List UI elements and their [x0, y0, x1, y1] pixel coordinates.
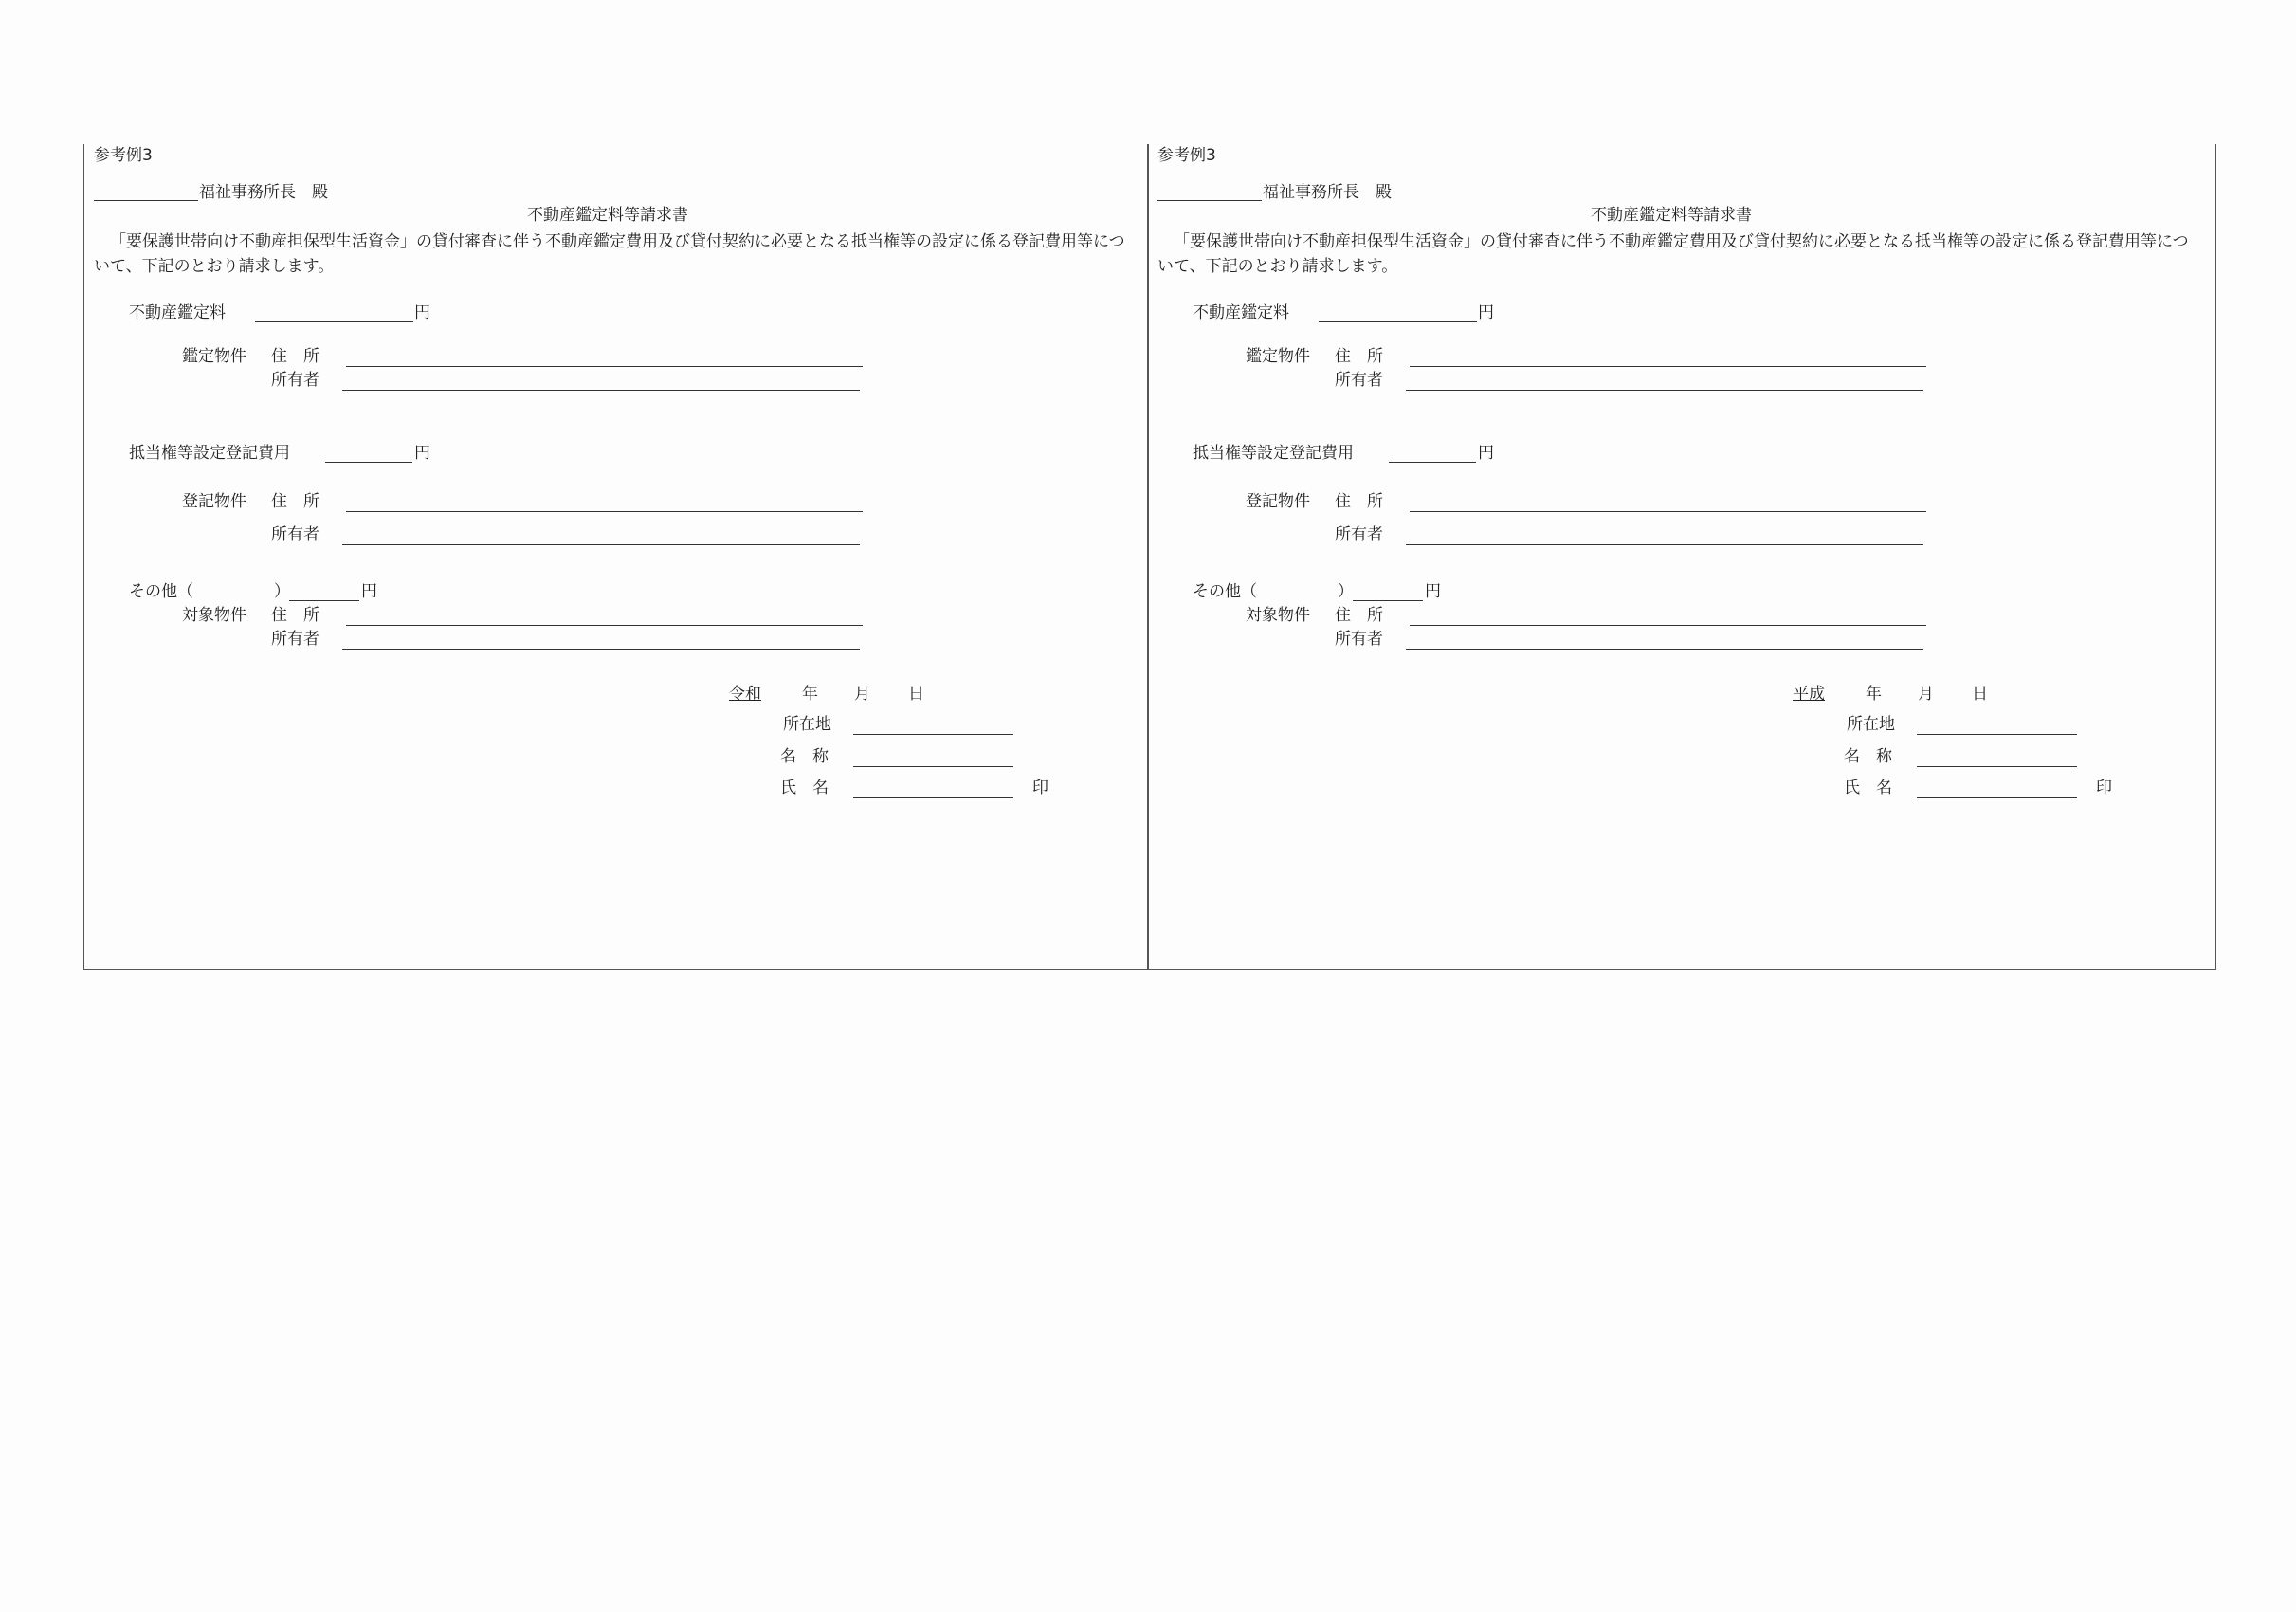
target-address-blank[interactable]	[346, 625, 863, 626]
form-title: 不動産鑑定料等請求書	[527, 206, 688, 225]
appraisal-fee-label: 不動産鑑定料	[129, 303, 226, 322]
other-fee-blank[interactable]	[289, 600, 359, 601]
appraisal-fee-blank[interactable]	[255, 321, 413, 322]
request-form-left	[83, 144, 1147, 969]
date-month: 月	[854, 685, 870, 704]
intro-paragraph: 「要保護世帯向け不動産担保型生活資金」の貸付審査に伴う不動産鑑定費用及び貸付契約に必要となる抵当権等の設定に係る登記費用等について、下記のとおり請求します。	[94, 232, 1125, 276]
appraisal-fee-label: 不動産鑑定料	[1193, 303, 1289, 322]
address-label: 住 所	[1335, 347, 1383, 366]
yen-label: 円	[414, 444, 430, 463]
appraisal-fee-blank[interactable]	[1319, 321, 1477, 322]
registration-property-label: 登記物件	[1246, 492, 1310, 511]
date-era: 令和	[729, 685, 761, 704]
addressee: 福祉事務所長 殿	[1263, 183, 1392, 202]
yen-label: 円	[1478, 444, 1494, 463]
reference-label: 参考例3	[1157, 146, 1216, 165]
appraisal-property-label: 鑑定物件	[182, 347, 246, 366]
owner-label: 所有者	[1335, 630, 1383, 649]
date-day: 日	[1972, 685, 1988, 704]
person-blank[interactable]	[853, 797, 1013, 798]
person-label: 氏 名	[1844, 779, 1892, 797]
yen-label: 円	[414, 303, 430, 322]
appraisal-address-blank[interactable]	[346, 366, 863, 367]
yen-label: 円	[1478, 303, 1494, 322]
date-month: 月	[1918, 685, 1934, 704]
registration-fee-blank[interactable]	[1389, 462, 1476, 463]
owner-label: 所有者	[271, 630, 319, 649]
registration-property-label: 登記物件	[182, 492, 246, 511]
other-label: その他（ ）	[1193, 582, 1354, 601]
name-label: 名 称	[1844, 747, 1892, 766]
location-label: 所在地	[783, 715, 831, 734]
registration-owner-blank[interactable]	[1406, 544, 1923, 545]
target-owner-blank[interactable]	[342, 649, 860, 650]
owner-label: 所有者	[271, 525, 319, 544]
yen-label: 円	[1425, 582, 1441, 601]
other-fee-blank[interactable]	[1353, 600, 1423, 601]
person-blank[interactable]	[1917, 797, 2077, 798]
request-form-right	[1147, 144, 2211, 969]
name-label: 名 称	[780, 747, 829, 766]
date-year: 年	[1866, 685, 1882, 704]
date-day: 日	[908, 685, 924, 704]
address-label: 住 所	[271, 347, 319, 366]
target-property-label: 対象物件	[1246, 606, 1310, 625]
person-label: 氏 名	[780, 779, 829, 797]
name-blank[interactable]	[853, 766, 1013, 767]
address-label: 住 所	[271, 606, 319, 625]
target-owner-blank[interactable]	[1406, 649, 1923, 650]
address-label: 住 所	[271, 492, 319, 511]
office-name-blank[interactable]	[1157, 200, 1262, 201]
yen-label: 円	[361, 582, 377, 601]
address-label: 住 所	[1335, 606, 1383, 625]
target-address-blank[interactable]	[1410, 625, 1926, 626]
seal-label: 印	[2096, 779, 2112, 797]
name-blank[interactable]	[1917, 766, 2077, 767]
owner-label: 所有者	[1335, 371, 1383, 390]
registration-fee-blank[interactable]	[325, 462, 412, 463]
appraisal-address-blank[interactable]	[1410, 366, 1926, 367]
registration-fee-label: 抵当権等設定登記費用	[129, 444, 290, 463]
appraisal-property-label: 鑑定物件	[1246, 347, 1310, 366]
intro-paragraph: 「要保護世帯向け不動産担保型生活資金」の貸付審査に伴う不動産鑑定費用及び貸付契約に必要となる抵当権等の設定に係る登記費用等について、下記のとおり請求します。	[1157, 232, 2189, 276]
date-era: 平成	[1793, 685, 1825, 704]
address-label: 住 所	[1335, 492, 1383, 511]
registration-address-blank[interactable]	[1410, 511, 1926, 512]
office-name-blank[interactable]	[94, 200, 198, 201]
other-label: その他（ ）	[129, 582, 290, 601]
appraisal-owner-blank[interactable]	[1406, 390, 1923, 391]
reference-label: 参考例3	[94, 146, 153, 165]
registration-owner-blank[interactable]	[342, 544, 860, 545]
location-blank[interactable]	[1917, 734, 2077, 735]
location-label: 所在地	[1847, 715, 1895, 734]
registration-fee-label: 抵当権等設定登記費用	[1193, 444, 1354, 463]
owner-label: 所有者	[271, 371, 319, 390]
addressee: 福祉事務所長 殿	[199, 183, 328, 202]
appraisal-owner-blank[interactable]	[342, 390, 860, 391]
date-year: 年	[802, 685, 818, 704]
target-property-label: 対象物件	[182, 606, 246, 625]
location-blank[interactable]	[853, 734, 1013, 735]
seal-label: 印	[1032, 779, 1048, 797]
form-title: 不動産鑑定料等請求書	[1591, 206, 1752, 225]
registration-address-blank[interactable]	[346, 511, 863, 512]
owner-label: 所有者	[1335, 525, 1383, 544]
